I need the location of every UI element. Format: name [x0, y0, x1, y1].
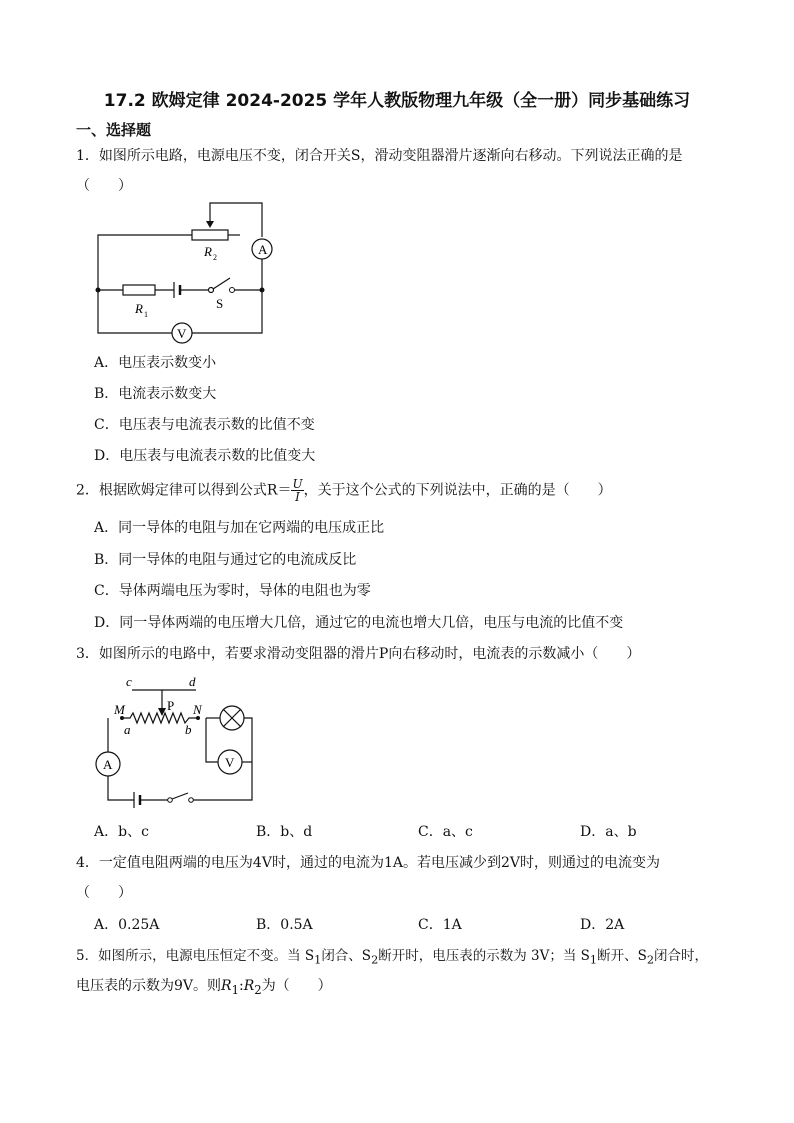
question-1-stem	[76, 146, 683, 166]
s2-subscript: 2	[371, 953, 379, 967]
voltmeter-label: V	[225, 755, 235, 770]
question-text: 一定值电阻两端的电压为4V时，通过的电流为1A。若电压减少到2V时，则通过的电流变为	[98, 855, 660, 871]
circuit-diagram-1	[90, 195, 280, 350]
q3-option-d[interactable]: D．a、b	[580, 824, 637, 840]
q4-option-d[interactable]: D．2A	[580, 917, 625, 933]
q2-option-d[interactable]: D．同一导体两端的电压增大几倍，通过它的电流也增大几倍，电压与电流的比值不变	[94, 615, 624, 631]
q4-option-a[interactable]: A．0.25A	[94, 917, 160, 933]
terminal-c: c	[126, 674, 132, 689]
question-text-cont: ，关于这个公式的下列说法中，正确的是（ ）	[303, 482, 612, 499]
q5-text-e: 闭合时，	[654, 948, 708, 964]
question-text: 如图所示的电路中，若要求滑动变阻器的滑片P向右移动时，电流表的示数减小（ ）	[98, 646, 641, 662]
q1-option-c[interactable]: C．电压表与电流表示数的比值不变	[94, 417, 315, 433]
ammeter-label: A	[103, 757, 113, 772]
q4-option-b[interactable]: B．0.5A	[256, 917, 313, 933]
r2-subscript: 2	[254, 982, 262, 997]
question-5-line-2	[76, 976, 332, 1000]
r1-subscript: 1	[144, 310, 148, 319]
q5-text-c: 断开时，电压表的示数为 3V；当 S	[378, 948, 590, 964]
q5-text-g: 为（ ）	[261, 978, 332, 994]
q5-text-a: 如图所示，电源电压恒定不变。当 S	[98, 948, 315, 964]
r2-symbol: R	[243, 978, 255, 994]
r1-symbol: R	[221, 978, 232, 994]
question-number: 1．	[76, 148, 99, 164]
question-number: 2．	[76, 482, 99, 499]
slider-arrow	[206, 221, 214, 228]
question-number: 4．	[76, 855, 99, 871]
question-1-paren: （ ）	[76, 178, 132, 194]
terminal-a: a	[124, 722, 131, 737]
terminal-d: d	[189, 674, 196, 689]
formula-fraction	[291, 478, 303, 503]
q3-option-b[interactable]: B．b、d	[256, 824, 313, 840]
q2-option-c[interactable]: C．导体两端电压为零时，导体的电阻也为零	[94, 583, 371, 599]
q2-option-b[interactable]: B．同一导体的电阻与通过它的电流成反比	[94, 552, 357, 568]
terminal-N: N	[193, 702, 202, 717]
q4-option-c[interactable]: C．1A	[418, 917, 462, 933]
r2-label: R	[204, 244, 212, 259]
q2-option-a[interactable]: A．同一导体的电阻与加在它两端的电压成正比	[94, 520, 385, 536]
q5-text-d: 断开、S	[597, 948, 647, 964]
slider-P: P	[167, 698, 175, 713]
q3-option-a[interactable]: A．b、c	[94, 824, 149, 840]
q1-option-d[interactable]: D．电压表与电流表示数的比值变大	[94, 448, 316, 464]
question-5-line-1	[76, 946, 708, 971]
voltmeter-label: V	[177, 326, 187, 341]
page-title: 17.2 欧姆定律 2024-2025 学年人教版物理九年级（全一册）同步基础练习	[103, 91, 691, 111]
terminal-b: b	[185, 722, 192, 737]
question-text: 如图所示电路，电源电压不变，闭合开关S，滑动变阻器滑片逐渐向右移动。下列说法正确的是	[98, 148, 683, 164]
ratio-colon: :	[239, 978, 244, 994]
s2-subscript: 2	[646, 953, 654, 967]
r1-subscript: 1	[231, 982, 239, 997]
r2-subscript: 2	[213, 253, 217, 262]
question-4-paren: （ ）	[76, 885, 132, 901]
q5-text-b: 闭合、S	[321, 948, 372, 964]
question-4-stem	[76, 853, 660, 873]
fraction-denominator: I	[295, 490, 300, 504]
q3-option-c[interactable]: C．a、c	[418, 824, 473, 840]
circuit-diagram-3	[90, 670, 270, 810]
q5-text-f: 电压表的示数为9V。则	[76, 978, 222, 994]
q1-option-a[interactable]: A．电压表示数变小	[94, 355, 217, 371]
question-number: 3．	[76, 646, 99, 662]
fraction-numerator: U	[292, 477, 303, 491]
s1-subscript: 1	[314, 953, 322, 967]
question-number: 5．	[76, 948, 99, 964]
s1-subscript: 1	[589, 953, 598, 967]
r1-label: R	[135, 301, 143, 316]
question-3-stem	[76, 644, 640, 664]
q1-option-b[interactable]: B．电流表示数变大	[94, 386, 217, 402]
question-text: 根据欧姆定律可以得到公式R＝	[98, 482, 292, 499]
question-2-stem	[76, 478, 612, 503]
terminal-M: M	[114, 702, 125, 717]
switch-label: S	[216, 296, 224, 311]
ammeter-label: A	[258, 242, 268, 257]
section-heading: 一、选择题	[76, 121, 152, 139]
